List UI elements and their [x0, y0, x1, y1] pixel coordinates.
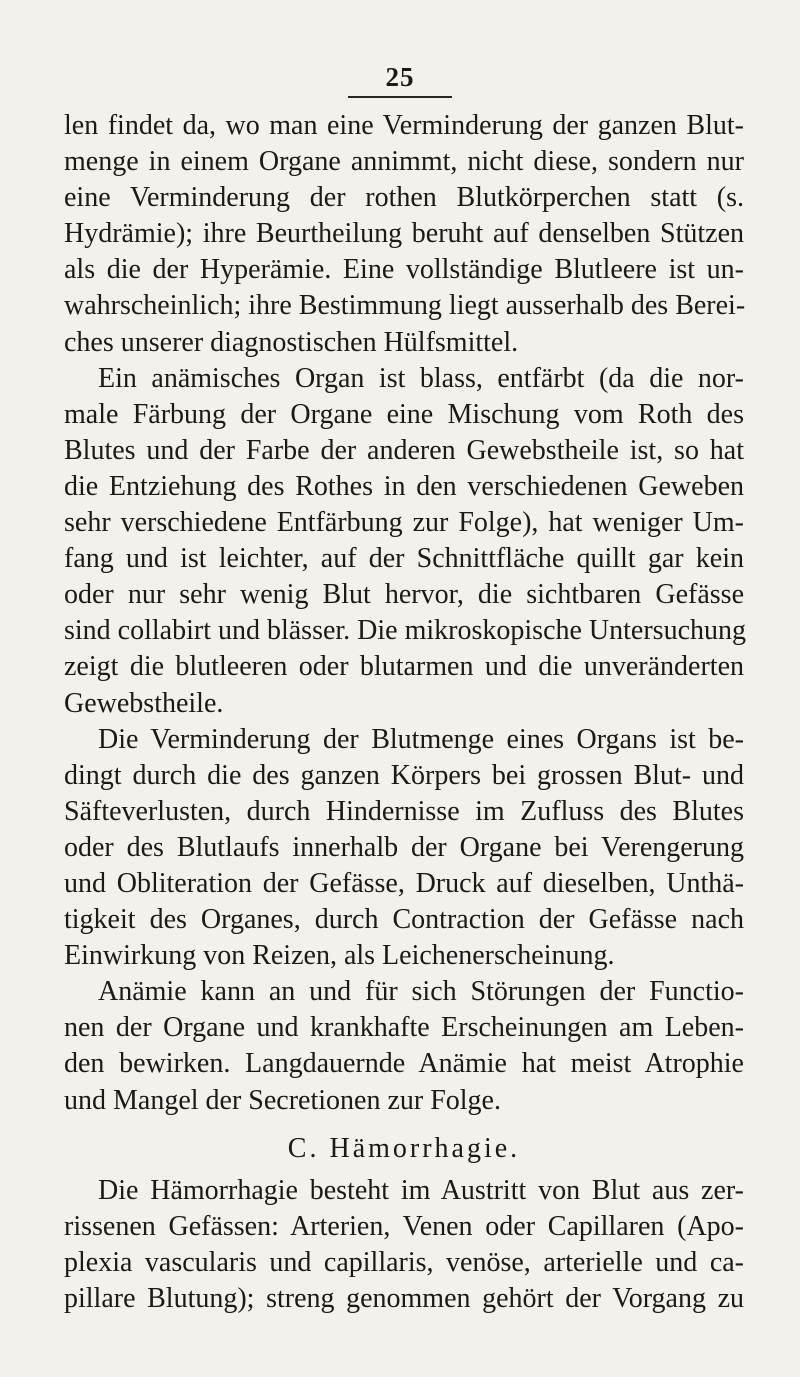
text-line: male Färbung der Organe eine Mischung vom Roth des: [64, 398, 744, 430]
text-line: Ein anämisches Organ ist blass, entfärbt (da die nor-: [98, 362, 744, 394]
text-line: wahrscheinlich; ihre Bestimmung liegt ausserhalb des Berei-: [64, 290, 746, 322]
text-line: Blutes und der Farbe der anderen Gewebstheile ist, so hat: [64, 434, 744, 466]
body-text: [64, 108, 744, 1317]
text-line: sind collabirt und blässer. Die mikroskopische Untersuchung: [64, 615, 746, 647]
text-line: den bewirken. Langdauernde Anämie hat meist Atrophie: [64, 1048, 744, 1080]
text-line: Die Hämorrhagie besteht im Austritt von Blut aus zer-: [98, 1174, 744, 1206]
text-line: nen der Organe und krankhafte Erscheinungen am Leben-: [64, 1012, 744, 1044]
text-line: eine Verminderung der rothen Blutkörperchen statt (s.: [64, 182, 744, 214]
text-line: als die der Hyperämie. Eine vollständige Blutleere ist un-: [64, 254, 744, 286]
text-line: Die Verminderung der Blutmenge eines Organs ist be-: [98, 723, 744, 755]
text-line: Anämie kann an und für sich Störungen der Functio-: [98, 976, 744, 1008]
text-line: plexia vascularis und capillaris, venöse, arterielle und ca-: [64, 1246, 744, 1278]
text-line: tigkeit des Organes, durch Contraction der Gefässe nach: [64, 904, 744, 936]
text-line: die Entziehung des Rothes in den verschiedenen Geweben: [64, 470, 744, 502]
text-line: ches unserer diagnostischen Hülfsmittel.: [64, 326, 519, 358]
text-line: und Obliteration der Gefässe, Druck auf dieselben, Unthä-: [64, 867, 744, 899]
page-number-rule: [348, 96, 452, 98]
text-line: Einwirkung von Reizen, als Leichenerscheinung.: [64, 940, 615, 972]
text-line: Gewebstheile.: [64, 687, 224, 719]
text-line: Hydrämie); ihre Beurtheilung beruht auf denselben Stützen: [64, 218, 744, 250]
text-line: len findet da, wo man eine Verminderung der ganzen Blut-: [64, 110, 744, 141]
text-line: zeigt die blutleeren oder blutarmen und die unveränderten: [64, 651, 744, 683]
text-line: sehr verschiedene Entfärbung zur Folge), hat weniger Um-: [64, 507, 744, 539]
text-line: rissenen Gefässen: Arterien, Venen oder Capillaren (Apo-: [64, 1210, 744, 1242]
text-line: dingt durch die des ganzen Körpers bei grossen Blut- und: [64, 759, 744, 791]
text-line: menge in einem Organe annimmt, nicht diese, sondern nur: [64, 146, 744, 178]
text-line: pillare Blutung); streng genommen gehört der Vorgang zu: [64, 1282, 744, 1314]
page-number: 25: [385, 62, 415, 92]
text-line: oder des Blutlaufs innerhalb der Organe bei Verengerung: [64, 831, 744, 863]
text-line: Säfteverlusten, durch Hindernisse im Zufluss des Blutes: [64, 795, 744, 827]
text-line: oder nur sehr wenig Blut hervor, die sichtbaren Gefässe: [64, 579, 744, 611]
text-line: und Mangel der Secretionen zur Folge.: [64, 1084, 501, 1116]
text-line: fang und ist leichter, auf der Schnittfläche quillt gar kein: [64, 543, 744, 575]
section-heading: C. Hämorrhagie.: [287, 1132, 521, 1164]
